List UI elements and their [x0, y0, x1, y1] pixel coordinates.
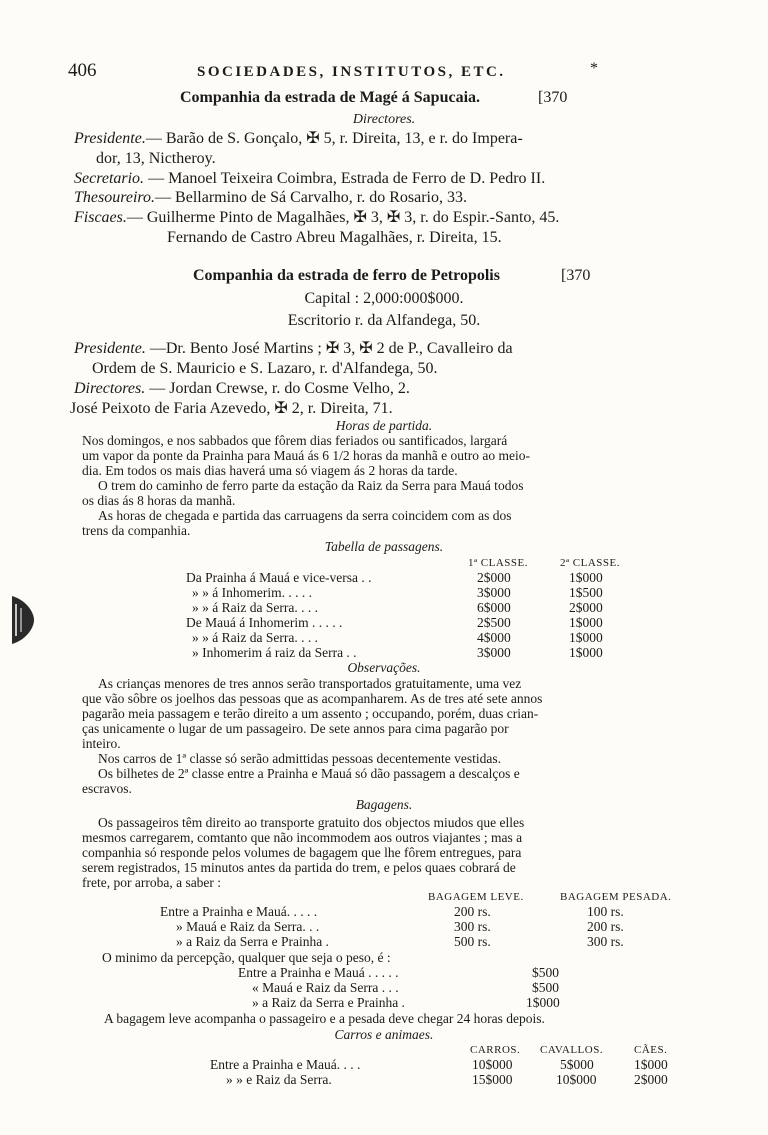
- tabela-c2: 2$000: [569, 600, 603, 615]
- tabela-c2: 1$000: [569, 570, 603, 585]
- bagagem-pesada: 100 rs.: [587, 904, 624, 919]
- bagagem-route: Entre a Prainha e Mauá. . . . .: [160, 904, 318, 919]
- mage-thesoureiro: [74, 189, 467, 207]
- tabela-c2: 1$000: [569, 630, 603, 645]
- carros-col-carros: CARROS.: [470, 1044, 521, 1056]
- minimo-intro: O minimo da percepção, qualquer que seja o peso, é :: [102, 950, 391, 965]
- bagagem-route: » a Raiz da Serra e Prainha .: [176, 934, 329, 949]
- bagagem-leve: 500 rs.: [454, 934, 491, 949]
- tabela-c1: 2$000: [477, 570, 511, 585]
- horas-line: O trem do caminho de ferro parte da estação da Raiz da Serra para Mauá todos: [98, 478, 524, 493]
- page-number: 406: [68, 60, 97, 81]
- directores-label: Directores.: [74, 380, 146, 397]
- horas-line: dia. Em todos os mais dias haverá uma só viagem ás 2 horas da tarde.: [82, 463, 458, 478]
- mage-presidente-cont: dor, 13, Nictheroy.: [96, 150, 216, 167]
- petropolis-title: Companhia da estrada de ferro de Petropolis: [193, 267, 500, 284]
- bagagem-route: » Mauá e Raiz da Serra. . .: [176, 919, 320, 934]
- horas-line: Nos domingos, e nos sabbados que fôrem dias feriados ou santificados, largará: [82, 433, 508, 448]
- binding-mark-icon: [8, 590, 38, 650]
- bagagem-col-leve: BAGAGEM LEVE.: [428, 891, 524, 903]
- bagagens-line: mesmos carregarem, comtanto que não incommodem aos outros viajantes ; mas a: [82, 830, 523, 845]
- observacoes-line: inteiro.: [82, 736, 121, 751]
- presidente-label: Presidente.: [74, 340, 146, 357]
- horas-line: um vapor da ponte da Prainha para Mauá ás 6 1/2 horas da manhã e outro ao meio-: [82, 448, 530, 463]
- horas-line: os dias ás 8 horas da manhã.: [82, 493, 236, 508]
- tabela-c2: 1$000: [569, 645, 603, 660]
- bagagens-line: frete, por arroba, a saber :: [82, 875, 222, 890]
- bagagem-pesada: 300 rs.: [587, 934, 624, 949]
- presidente-text: — Barão de S. Gonçalo, ✠ 5, r. Direita, 13, e r. do Impera-: [145, 130, 523, 147]
- secretario-text: — Manoel Teixeira Coimbra, Estrada de Ferro de D. Pedro II.: [148, 170, 546, 187]
- thesoureiro-text: — Bellarmino de Sá Carvalho, r. do Rosario, 33.: [155, 189, 467, 206]
- tabela-c2: 1$000: [569, 615, 603, 630]
- mage-fiscaes: [74, 209, 559, 227]
- tabela-route: » Inhomerim á raiz da Serra . .: [192, 645, 357, 660]
- directores-text: — Jordan Crewse, r. do Cosme Velho, 2.: [149, 380, 410, 397]
- carros-heading: Carros e animaes.: [334, 1027, 434, 1042]
- secretario-label: Secretario.: [74, 170, 145, 187]
- carros-carros: 15$000: [472, 1072, 513, 1087]
- tabela-route: Da Prainha á Mauá e vice-versa . .: [186, 570, 372, 585]
- mage-secretario: [74, 170, 545, 188]
- petropolis-directores: [74, 380, 410, 398]
- tabela-col-2: 2ª CLASSE.: [560, 557, 620, 569]
- mage-title: Companhia da estrada de Magé á Sapucaia.: [180, 89, 481, 106]
- minimo-route: « Mauá e Raiz da Serra . . .: [252, 980, 399, 995]
- presidente-label: Presidente.: [74, 130, 146, 147]
- tabela-c1: 6$000: [477, 600, 511, 615]
- carros-caes: 2$000: [634, 1072, 668, 1087]
- horas-line: trens da companhia.: [82, 523, 191, 538]
- observacoes-line: As crianças menores de tres annos serão transportados gratuitamente, uma vez: [98, 676, 522, 691]
- mage-directores-heading: Directores.: [352, 112, 416, 127]
- tabela-c1: 3$000: [477, 585, 511, 600]
- petropolis-presidente: [74, 340, 513, 358]
- minimo-value: 1$000: [526, 995, 560, 1010]
- minimo-value: $500: [532, 965, 559, 980]
- petropolis-escritorio: Escritorio r. da Alfandega, 50.: [287, 312, 481, 329]
- bagagens-line: companhia só responde pelos volumes de bagagem que lhe fôrem entregues, para: [82, 845, 522, 860]
- mage-fiscaes-cont: Fernando de Castro Abreu Magalhães, r. Direita, 15.: [167, 229, 502, 246]
- observacoes-line: pagarão meia passagem e terão direito a um assento ; occupando, porém, duas crian-: [82, 706, 539, 721]
- bagagem-pesada: 200 rs.: [587, 919, 624, 934]
- observacoes-line: Nos carros de 1ª classe só serão admittidas pessoas decentemente vestidas.: [98, 751, 501, 766]
- petropolis-code: [370: [561, 267, 591, 284]
- minimo-value: $500: [532, 980, 559, 995]
- carros-col-caes: CÃES.: [634, 1044, 668, 1056]
- minimo-route: » a Raiz da Serra e Prainha .: [252, 995, 405, 1010]
- presidente-text: —Dr. Bento José Martins ; ✠ 3, ✠ 2 de P., Cavalleiro da: [149, 340, 513, 357]
- bagagem-leve: 200 rs.: [454, 904, 491, 919]
- tabela-route: De Mauá á Inhomerim . . . . .: [186, 615, 343, 630]
- observacoes-line: Os bilhetes de 2ª classe entre a Prainha e Mauá só dão passagem a descalços e: [98, 766, 520, 781]
- observacoes-line: ças unicamente o lugar de um passageiro. De sete annos para cima pagarão por: [82, 721, 509, 736]
- tabela-heading: Tabella de passagens.: [324, 539, 444, 554]
- petropolis-presidente-cont: Ordem de S. Mauricio e S. Lazaro, r. d'Alfandega, 50.: [92, 360, 438, 377]
- tabela-route: » » á Inhomerim. . . . .: [192, 585, 312, 600]
- mage-presidente: [74, 130, 523, 148]
- tabela-c2: 1$500: [569, 585, 603, 600]
- petropolis-directores-cont: José Peixoto de Faria Azevedo, ✠ 2, r. Direita, 71.: [70, 400, 393, 417]
- tabela-route: » » á Raiz da Serra. . . .: [192, 600, 318, 615]
- carros-carros: 10$000: [472, 1057, 513, 1072]
- bagagens-line: Os passageiros têm direito ao transporte gratuito dos objectos miudos que elles: [98, 815, 525, 830]
- carros-caes: 1$000: [634, 1057, 668, 1072]
- horas-line: As horas de chegada e partida das carruagens da serra coincidem com as dos: [98, 508, 512, 523]
- carros-cavallos: 10$000: [556, 1072, 597, 1087]
- carros-col-cavallos: CAVALLOS.: [540, 1044, 604, 1056]
- thesoureiro-label: Thesoureiro.: [74, 189, 156, 206]
- horas-heading: Horas de partida.: [335, 418, 433, 433]
- fiscaes-label: Fiscaes.: [74, 209, 127, 226]
- minimo-route: Entre a Prainha e Mauá . . . . .: [238, 965, 399, 980]
- petropolis-capital: Capital : 2,000:000$000.: [304, 290, 464, 307]
- observacoes-line: escravos.: [82, 781, 132, 796]
- running-title: SOCIEDADES, INSTITUTOS, ETC.: [197, 64, 506, 80]
- header-mark: *: [590, 60, 598, 77]
- tabela-c1: 2$500: [477, 615, 511, 630]
- carros-cavallos: 5$000: [560, 1057, 594, 1072]
- fiscaes-text: — Guilherme Pinto de Magalhães, ✠ 3, ✠ 3, r. do Espir.-Santo, 45.: [126, 209, 560, 226]
- bagagens-heading: Bagagens.: [355, 797, 413, 812]
- tabela-c1: 4$000: [477, 630, 511, 645]
- carros-route: » » e Raiz da Serra.: [226, 1072, 332, 1087]
- tabela-col-1: 1ª CLASSE.: [468, 557, 528, 569]
- bagagem-note: A bagagem leve acompanha o passageiro e a pesada deve chegar 24 horas depois.: [104, 1011, 545, 1026]
- observacoes-line: que vão sôbre os joelhos das pessoas que as acompanharem. As de tres até sete annos: [82, 691, 543, 706]
- tabela-c1: 3$000: [477, 645, 511, 660]
- mage-code: [370: [538, 89, 568, 106]
- bagagem-col-pesada: BAGAGEM PESADA.: [560, 891, 672, 903]
- carros-route: Entre a Prainha e Mauá. . . .: [210, 1057, 361, 1072]
- tabela-route: » » á Raiz da Serra. . . .: [192, 630, 318, 645]
- bagagens-line: serem registrados, 15 minutos antes da partida do trem, e pelos quaes cobrará de: [82, 860, 516, 875]
- observacoes-heading: Observações.: [347, 660, 421, 675]
- bagagem-leve: 300 rs.: [454, 919, 491, 934]
